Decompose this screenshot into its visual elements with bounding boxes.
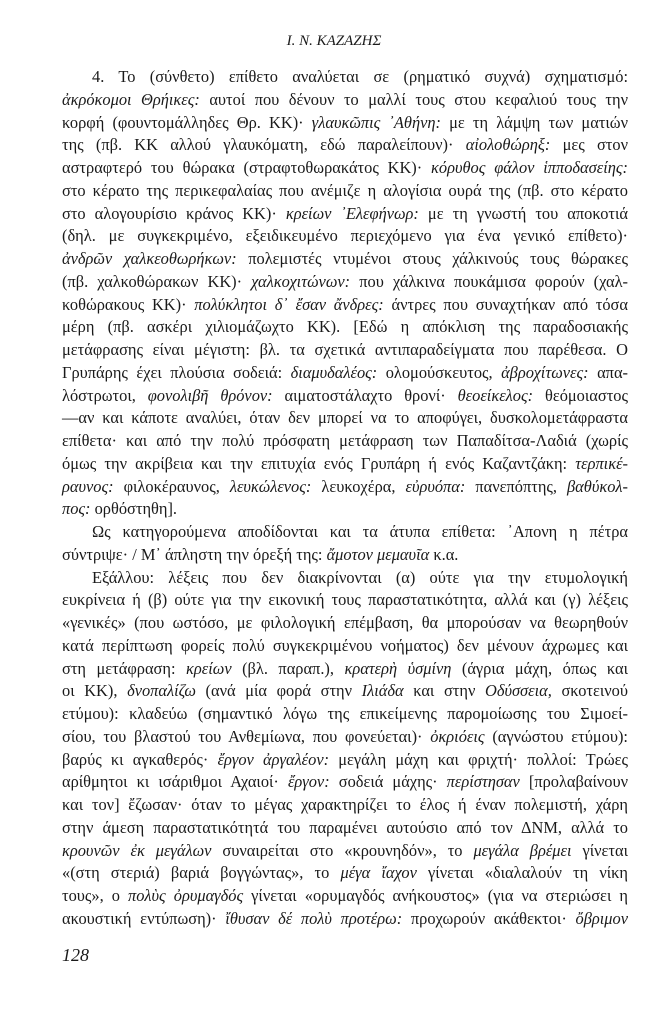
text-run: (άγρια μάχη, όπως και [451,658,628,678]
text-run: (αγνώστου ετύμου): [484,726,628,746]
text-line [62,680,628,703]
text-line [62,567,628,590]
italic-term: φονολιβῆ θρόνον: [147,385,273,405]
text-line [62,385,628,408]
text-line [62,476,628,499]
italic-term: ἀνδρῶν χαλκεοθωρήκων: [62,249,237,268]
text-run: μετάφρασης είναι μέγιστη: βλ. τα σχετικά αντιπαραδείγματα που παρέθεσα. Ο [62,340,628,359]
text-line [62,407,628,430]
text-run: κορφή (φουντομάλληδες Θρ. ΚΚ)· [62,112,312,132]
text-run: [προλαβαίνουν [519,772,628,792]
text-run: κ.α. [429,544,459,564]
text-run: οι ΚΚ), [62,681,128,701]
text-run: (ανά μία φορά στην [195,681,362,701]
text-line [62,521,628,544]
italic-term: ὄβριμον [575,908,628,928]
text-run: στην άμεση παραστατικότητά του παραμένει αυτούσιο από τον ΔΝΜ, αλλά το [62,817,628,837]
italic-term: εὐρυόπα: [405,476,466,496]
text-line [62,248,628,271]
text-run: στο κέρατο της περικεφαλαίας που ανέμιζε η αλογίσια ουρά της (πβ. στο κέρατο [62,180,628,200]
paragraph [62,521,628,567]
italic-term: πος: [62,499,91,519]
text-run: προχωρούν ακάθεκτοι· [402,908,576,928]
text-run: σύντριψε· / Μ᾿ άπληστη την όρεξή της: [62,544,327,564]
italic-term: βαθύκολ- [567,476,628,496]
text-run: μέρη (πβ. ασκέρι χιλιομάζωχτο ΚΚ). [Εδώ η απόκλιση της παραδοσιακής [62,317,628,337]
text-run: όμως την ακρίβεια και την επιτυχία ενός Γρυπάρη ή ενός Καζαντζάκη: [62,453,576,473]
text-line [62,362,628,385]
text-run: στο αλογουρίσιο κράνος ΚΚ)· [62,203,286,223]
text-line [62,817,628,840]
italic-term: ραυνος: [62,476,114,496]
text-run: γίνεται «διαλαλούν τη νίκη [416,863,628,883]
text-line [62,703,628,726]
italic-term: Ιλιάδα [361,681,404,701]
text-line [62,316,628,339]
text-line [62,612,628,635]
running-header: Ι. Ν. ΚΑΖΑΖΗΣ [286,33,382,49]
text-line [62,749,628,772]
italic-term: τερπικέ- [575,453,628,473]
italic-term: θεοείκελος: [457,385,534,405]
text-run: και τον] ἔζωσαν· όταν το μέγας χαρακτηρίζει το έλος ή έναν πολεμιστή, χάρη [62,795,628,814]
text-line [62,589,628,612]
text-run: γίνεται «ορυμαγδός ανήκουστος» (για να στεριώσει η [243,886,628,905]
italic-term: κρατερὴ ὑσμίνη [344,658,452,678]
italic-term: κρείων [186,658,232,678]
text-run: —αν και κάποτε αναλύει, όταν δεν μπορεί να το αποφύγει, δυσκολομετάφραστα [62,408,628,428]
italic-term: πολύκλητοι δ᾿ ἔσαν ἄνδρες: [194,294,384,314]
text-run: ευκρίνεια ή (β) ούτε για την εικονική τους παραστατικότητα, αλλά και (γ) λέξεις [62,590,628,610]
italic-term: διαμυδαλέος: [290,362,378,382]
italic-term: κρουνῶν ἐκ μεγάλων [62,840,212,860]
italic-term: ἀκρόκομοι Θρήικες: [62,89,200,109]
text-line [62,771,628,794]
text-run: σοδειά μάχης· [329,772,447,792]
text-run: ακουστική εντύπωση)· [62,908,226,928]
text-line [62,885,628,908]
text-line [62,180,628,203]
italic-term: ἔργον ἀργαλέον: [217,749,330,769]
text-line [62,726,628,749]
text-run: πανεπόπτης, [465,476,568,496]
italic-term: περίστησαν [446,772,520,792]
text-line [62,794,628,817]
text-run: αστραφτερό του θώρακα (στραφτοθωρακάτος ΚΚ)· [62,158,432,177]
italic-term: ἴθυσαν δέ πολὺ προτέρω: [225,908,403,928]
italic-term: χαλκοχιτώνων: [251,271,351,291]
text-run: που χάλκινα πουκάμισα φορούν (χαλ- [350,271,628,291]
text-run: μεγάλη μάχη και φριχτή· πολλοί: Τρώες [329,749,628,769]
text-run: μες στον [550,135,628,155]
italic-term: δνοπαλίζω [127,681,196,701]
text-run: αυτοί που δένουν το μαλλί τους στου κεφαλιού τους την [199,89,628,109]
italic-term: κόρυθος φάλον ἱπποδασείης: [431,158,628,177]
text-run: (βλ. παραπ.), [231,658,345,678]
text-run: κοθώρακους ΚΚ)· [62,294,195,314]
text-run: Γρυπάρης έχει πλούσια σοδειά: [62,362,291,382]
text-run: βαρύς κι αγκαθερός· [62,749,218,769]
text-run: Ως κατηγορούμενα αποδίδονται και τα άτυπα επίθετα: ᾿Απονη η πέτρα [92,522,628,541]
text-run: πολεμιστές ντυμένοι στους χάλκινούς τους θώρακες [236,249,628,268]
text-run: «γενικές» (που ωστόσο, με φιλολογική επέμβαση, θα μπορούσαν να θεωρηθούν [62,613,628,632]
text-line [62,271,628,294]
text-line [62,862,628,885]
text-run: συναιρείται στο «κρουνηδόν», το [211,840,474,860]
text-run: θεόμοιαστος [533,385,628,405]
text-run: τους», ο [62,886,129,905]
body-text [62,66,628,931]
italic-term: κρείων ᾿Ελεφήνωρ: [285,203,419,223]
text-run: ολομούσκευτος, [377,362,502,382]
italic-term: ἔργον: [287,772,330,792]
text-line [62,544,628,567]
text-run: σκοτεινού [551,681,628,701]
text-run: αιματοστάλαχτο θρονί· [272,385,458,405]
italic-term: ἀβροχίτωνες: [501,362,589,382]
text-run: (πβ. χαλκοθώρακων ΚΚ)· [62,271,252,291]
text-run: ορθόστηθη]. [90,499,178,519]
text-line [62,635,628,658]
text-run: γίνεται [571,840,628,860]
paragraph [62,567,628,931]
text-run: κατά περίπτωση φορείς πολύ συγκεκριμένου νοήματος) δεν μένουν άχρωμες και [62,635,628,655]
italic-term: αἰολοθώρηξ: [465,135,551,155]
text-line [62,658,628,681]
italic-term: ἄμοτον μεμαυῖα [326,544,430,564]
text-run: σίου, του βλαστού του Ανθεμίωνα, που φονεύεται)· [62,726,431,746]
text-run: φιλοκέραυνος, [113,476,230,496]
italic-term: μεγάλα βρέμει [473,840,572,860]
text-line [62,908,628,931]
text-line [62,112,628,135]
text-run: με τη λάμψη των ματιών [440,112,629,132]
text-run: της (πβ. ΚΚ αλλού γλαυκόματη, εδώ παραλείπουν)· [62,135,466,155]
text-run: Εξάλλου: λέξεις που δεν διακρίνονται (α) ούτε για την ετυμολογική [92,567,628,587]
text-run: στη μετάφραση: [62,658,186,678]
italic-term: πολὺς ὀρυμαγδός [128,886,244,905]
paragraph [62,66,628,521]
text-line [62,430,628,453]
text-line [62,339,628,362]
text-line [62,294,628,317]
text-run: ετύμου): κλαδεύω (σημαντικό λόγω της επικείμενης παρομοίωσης του Σιμοεί- [62,704,628,723]
text-line [62,225,628,248]
text-run: λευκοχέρα, [311,476,406,496]
text-run: «(στη στεριά) βαριά βογγώντας», το [62,863,341,883]
text-line [62,453,628,476]
text-run: 4. Το (σύνθετο) επίθετο αναλύεται σε (ρηματικό συχνά) σχηματισμό: [92,67,628,86]
text-run: λόστρωτοι, [62,385,148,405]
italic-term: Οδύσσεια, [484,681,552,701]
text-line [62,157,628,180]
text-run: αρίθμητοι κι ισάριθμοι Αχαιοί· [62,772,288,792]
text-line [62,89,628,112]
italic-term: ὀκριόεις [430,726,485,746]
text-line [62,840,628,863]
text-line [62,203,628,226]
text-line [62,498,628,521]
italic-term: μέγα ἴαχον [340,863,417,883]
text-line [62,66,628,89]
text-run: απα- [588,362,628,382]
text-run: επίθετα· και από την πολύ πρόσφατη μετάφραση των Παπαδίτσα-Λαδιά (χωρίς [62,431,628,450]
italic-term: λευκώλενος: [229,476,312,496]
text-line [62,134,628,157]
text-run: (δηλ. με συγκεκριμένο, εξειδικευμένο περιεχόμενο για ένα γενικό επίθετο)· [62,226,628,246]
italic-term: γλαυκῶπις ᾿Αθήνη: [311,112,441,132]
text-run: με τη γνωστή του αποκοτιά [418,203,628,223]
text-run: και στην [403,681,485,701]
page-number: 128 [62,945,89,965]
text-run: άντρες που συναχτήκαν από τόσα [383,294,628,314]
